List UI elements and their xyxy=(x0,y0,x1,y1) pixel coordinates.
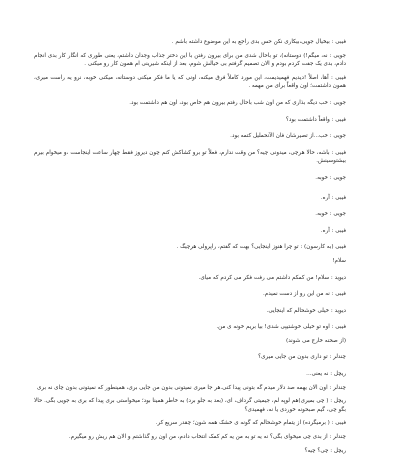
dialogue-line: دیوید : سلام! من کمکم داشتم می رفت فکر می کردم که میای. xyxy=(198,274,346,281)
dialogue-line: ریچل : ( چی بمیری)هم لوپه لم، جیمیتی گرداف، ای، (بعد به جلو برد) به خاطر همینا بود؛ میخواستی بری پیدا که بری به جویی بگی. حالا بگو چی، گیم صبحونه خوردی یا نه، فهمیدی؟ xyxy=(34,398,346,413)
dialogue-line: جویی : خب...از تصیرشان فان الآنحملیل کتمه بود. xyxy=(230,133,346,140)
dialogue-line: چندلر : تو داری بدون من جایی میری؟ xyxy=(258,354,346,361)
dialogue-line: فیبی : نه من این رو از دست نمیدم. xyxy=(263,291,346,298)
dialogue-line: چندلر : از بدی چی میخوای بگی؟ نه یه تو به من یه کم کمک انتخاب دادم، من اون رو گذاشتم و الان هم ریش رو میگیرم. xyxy=(68,434,346,441)
dialogue-line: فیبی : اوه تو خیلی خوشتیپی شدی! بیا بریم خونه ی من. xyxy=(216,324,346,331)
dialogue-line: فیبی : ( برمیگرده) از یتمام خوشحالم که گونه ی خشک همه شون؛ چقدر سریع کر. xyxy=(155,420,346,427)
dialogue-line: جویی : خوبه. xyxy=(315,211,346,218)
dialogue-line: فیبی : واقعاً داشتمت بود؟ xyxy=(285,116,346,123)
dialogue-line: چندلر : اون الان یهمه صد دلار میدم گه بتونی پیدا کنی.هر جا میری نمیتونی بدون من جایی بری، همینطور که نمیتونی بدون چای نه بری xyxy=(37,384,346,391)
dialogue-line: جویی : نه، میگم!) دوستانه)، تو باحال شدی من برای بیرون رفتن با این دختر جذاب وجدان داشتم، یعنی طوری که انگار کار بدی انجام دادم، بدی یک جفت کردم بودم و الان تصمیم گرفتم بی خیالش شوم، بعد از اینکه شیرینی ام همون کار رو میکنی . xyxy=(34,52,346,68)
dialogue-line: دیوید : خیلی خوشحالم که اینجایی. xyxy=(266,307,346,314)
dialogue-line: فیبی : آره. xyxy=(320,194,346,201)
dialogue-line: فیبی : آره. xyxy=(320,227,346,234)
dialogue-line: فیبی : آها، اصلاً !دیدیم فهمیدیمت، این مورد کاملاً فرق میکنه، اونی که یا ما فکر میکنی دوستانه، میکنی خوبه، نرو یه راست میری، همون داشتمت؛ اون واقعاً برای من مهمه . xyxy=(34,74,346,90)
dialogue-line: جویی : خوبه. xyxy=(315,174,346,181)
dialogue-line: فیبی (به کارسون) : تو چرا هنوز اینجایی؟ بهت که گفتم، راپرولی هرچیگ . xyxy=(176,244,346,251)
dialogue-line: جویی : خب دیگه بذاری که من اون شب باحال رفتم بیرون هم خاص بود، اون هم داشتمت بود. xyxy=(129,99,346,106)
dialogue-line: سلام! xyxy=(332,257,346,264)
dialogue-line: ریچل : نه یعنی... xyxy=(306,371,346,378)
dialogue-line: فیبی : باشه، حالا هرچی، میدونی چیه؟ من وقت ندارم، فعلاً تو برو کشاکش کنم چون دیروز فقط چهار ساعت اینجاست ،و میخوام بیرم بیشتوسینش. xyxy=(34,149,346,165)
document-body xyxy=(34,38,346,455)
dialogue-line: ریچل : چی؟ چیه؟ xyxy=(304,447,346,454)
dialogue-line: فیبی : بیخیال جویی،بیکاری نکن حس بدی راجع به این موضوع داشته باشم . xyxy=(171,39,346,45)
stage-direction: (از صحنه خارج می شوند) xyxy=(286,337,346,344)
